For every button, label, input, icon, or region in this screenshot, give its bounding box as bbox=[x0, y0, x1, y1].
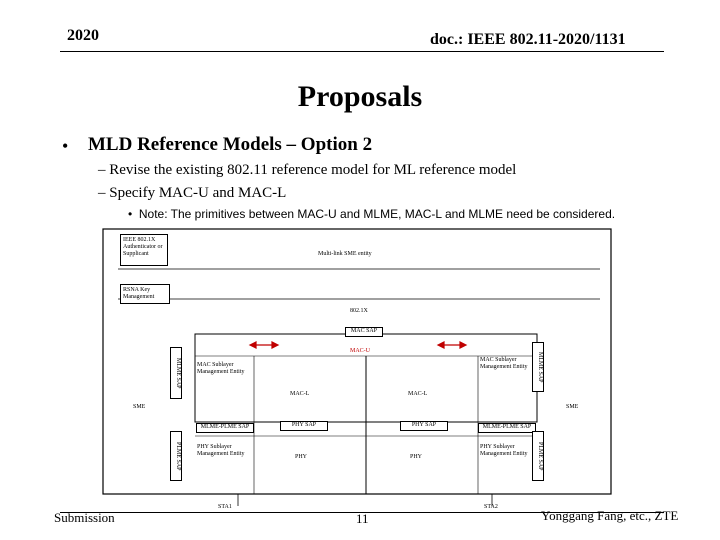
mlme-sap-right-label: MLME SAP bbox=[537, 351, 543, 383]
bullet-main: MLD Reference Models – Option 2 bbox=[88, 134, 373, 155]
header-rule bbox=[60, 51, 664, 52]
mac-u-label: MAC-U bbox=[350, 348, 371, 354]
mlme-sap-left-label: MLME SAP bbox=[175, 357, 181, 389]
rsna-box bbox=[120, 284, 170, 304]
phy-right: PHY bbox=[410, 454, 423, 460]
mlme-sap-right bbox=[532, 342, 544, 392]
mlme-plme-sap-right bbox=[478, 423, 536, 433]
header-year: 2020 bbox=[67, 27, 99, 44]
mlme-plme-sap-left-label: MLME-PLME SAP bbox=[200, 424, 250, 430]
note-text: Note: The primitives between MAC-U and MLME, MAC-L and MLME need be considered. bbox=[138, 207, 616, 221]
footer-page-number: 11 bbox=[356, 511, 369, 526]
phy-sap-left-label: PHY SAP bbox=[291, 422, 317, 428]
phy-mgmt-left: PHY Sublayer Management Entity bbox=[197, 444, 245, 457]
mac-l-left: MAC-L bbox=[290, 391, 310, 397]
plme-sap-left-label: PLME SAP bbox=[175, 441, 181, 471]
mld-reference-diagram bbox=[100, 226, 618, 512]
slide-title: Proposals bbox=[297, 80, 423, 113]
rsna-label: RSNA Key Management bbox=[123, 287, 155, 300]
mlme-plme-sap-left bbox=[196, 423, 254, 433]
dot1x-label: 802.1X bbox=[350, 308, 368, 314]
note-bullet: • Note: The primitives between MAC-U and MLME, MAC-L and MLME need be considered. bbox=[128, 207, 616, 221]
mac-l-right: MAC-L bbox=[408, 391, 428, 397]
mac-sap-box bbox=[345, 327, 383, 337]
sme-left: SME bbox=[133, 404, 146, 410]
mlme-sap-left bbox=[170, 347, 182, 399]
sub-bullet-2: – Specify MAC-U and MAC-L bbox=[98, 185, 287, 201]
bullet-dot: • bbox=[62, 136, 69, 156]
phy-sap-left bbox=[280, 421, 328, 431]
sta2-label: STA2 bbox=[484, 504, 498, 510]
sub-bullet-1-text: Revise the existing 802.11 reference model for ML reference model bbox=[109, 162, 517, 178]
mac-mgmt-left: MAC Sublayer Management Entity bbox=[197, 362, 245, 375]
plme-sap-left bbox=[170, 431, 182, 481]
sub-bullet-1: – Revise the existing 802.11 reference model for ML reference model bbox=[98, 162, 517, 178]
mac-sap-label: MAC SAP bbox=[350, 328, 378, 334]
auth-box bbox=[120, 234, 168, 266]
footer-author: Yonggang Fang, etc., ZTE bbox=[541, 508, 679, 523]
mac-mgmt-right: MAC Sublayer Management Entity bbox=[480, 357, 528, 370]
header-doc-id: doc.: IEEE 802.11-2020/1131 bbox=[430, 31, 626, 48]
plme-sap-right bbox=[532, 431, 544, 481]
sta1-label: STA1 bbox=[218, 504, 232, 510]
sme-right: SME bbox=[566, 404, 579, 410]
phy-left: PHY bbox=[295, 454, 308, 460]
mlme-plme-sap-right-label: MLME-PLME SAP bbox=[482, 424, 532, 430]
sme-entity-label: Multi-link SME entity bbox=[318, 251, 372, 257]
auth-label: IEEE 802.1X Authenticator or Supplicant bbox=[123, 237, 163, 257]
phy-mgmt-right: PHY Sublayer Management Entity bbox=[480, 444, 528, 457]
plme-sap-right-label: PLME SAP bbox=[537, 441, 543, 471]
phy-sap-right bbox=[400, 421, 448, 431]
phy-sap-right-label: PHY SAP bbox=[411, 422, 437, 428]
sub-bullet-2-text: Specify MAC-U and MAC-L bbox=[109, 185, 287, 201]
footer-submission: Submission bbox=[54, 510, 115, 525]
